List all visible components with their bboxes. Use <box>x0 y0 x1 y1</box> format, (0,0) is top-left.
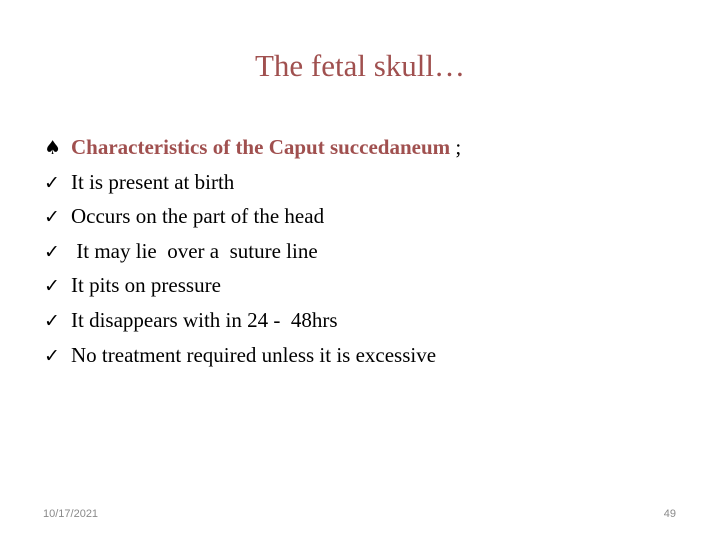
spade-bullet-icon: ♠ <box>44 137 62 159</box>
checkmark-icon: ✓ <box>44 171 60 194</box>
list-item <box>44 268 461 303</box>
list-item-text: Occurs on the part of the head <box>71 204 325 229</box>
list-item <box>44 165 461 200</box>
heading-part-2: Caput succedaneum <box>268 135 451 159</box>
list-item-text: No treatment required unless it is excessive <box>71 342 437 367</box>
checkmark-icon: ✓ <box>44 309 60 332</box>
bullet-list <box>44 130 461 372</box>
checkmark-icon: ✓ <box>44 240 60 263</box>
list-item-text: It is present at birth <box>71 169 235 194</box>
list-item-heading <box>44 130 461 165</box>
heading-text <box>71 130 461 164</box>
footer-date: 10/17/2021 <box>43 508 99 520</box>
checkmark-icon: ✓ <box>44 344 60 367</box>
heading-part-1: Characteristics of the <box>71 135 269 159</box>
slide-title: The fetal skull… <box>254 48 466 83</box>
page-number: 49 <box>663 508 676 520</box>
list-item <box>44 234 461 269</box>
list-item <box>44 199 461 234</box>
checkmark-icon: ✓ <box>44 206 60 229</box>
list-item-text: It pits on pressure <box>71 273 221 298</box>
list-item-text: It may lie over a suture line <box>71 238 318 263</box>
list-item-text: It disappears with in 24 - 48hrs <box>71 307 338 332</box>
list-item <box>44 303 461 338</box>
checkmark-icon: ✓ <box>44 275 60 298</box>
heading-part-3: ; <box>450 135 462 159</box>
list-item <box>44 338 461 373</box>
